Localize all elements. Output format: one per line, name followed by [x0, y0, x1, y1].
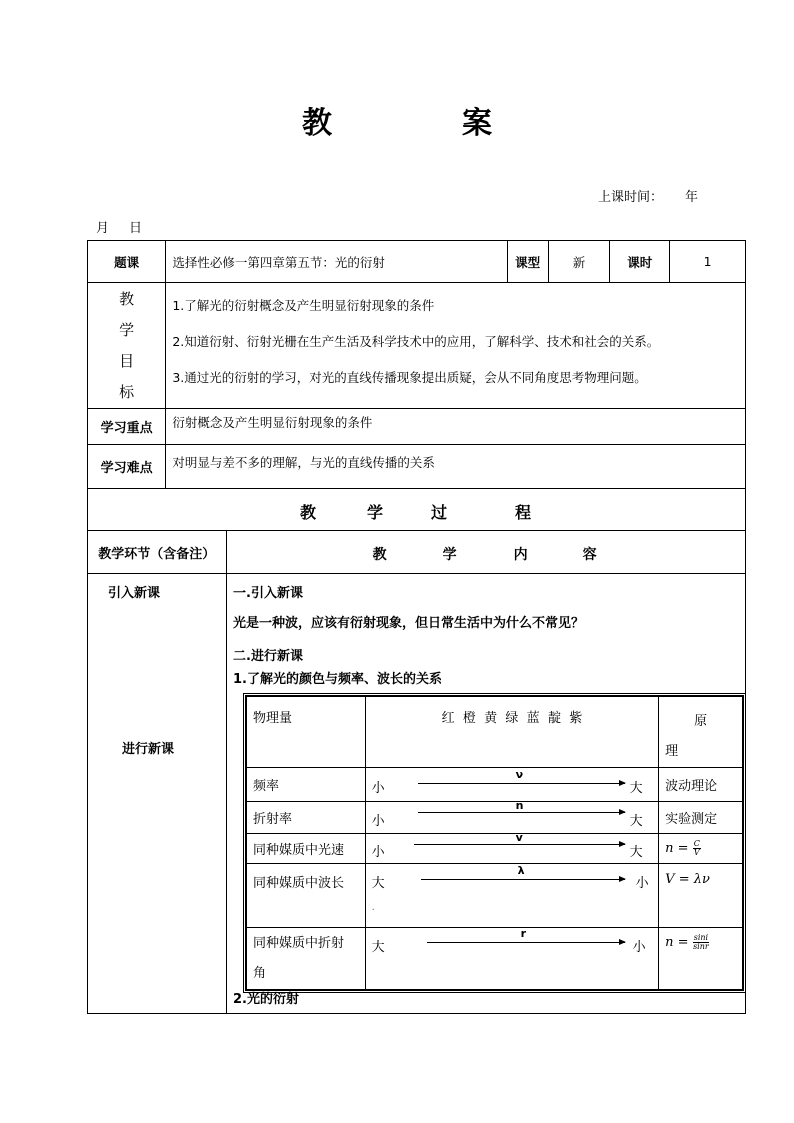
type-value: 新: [548, 241, 610, 283]
arrow-icon: [421, 879, 625, 880]
difficulties-value: 对明显与差不多的理解，与光的直线传播的关系: [166, 445, 746, 489]
trend-start: 小: [371, 814, 385, 829]
formula-numerator: C: [693, 839, 700, 848]
formula-fraction: [693, 840, 701, 857]
color-table-row: [247, 768, 743, 802]
trend-symbol: ν: [515, 768, 524, 781]
trend-symbol: r: [520, 927, 527, 940]
goals-content: [166, 283, 746, 409]
key-points-value: 衍射概念及产生明显衍射现象的条件: [166, 409, 746, 445]
content-header-char: 容: [582, 547, 597, 563]
hours-label: 课时: [610, 241, 670, 283]
color-table-row: [247, 834, 743, 864]
trend-start: 大: [371, 876, 385, 891]
goal-item: 2.知道衍射、衍射光栅在生产生活及科学技术中的应用，了解科学、技术和社会的关系。: [172, 334, 660, 349]
year-label: 年: [685, 190, 699, 205]
process-heading: [88, 489, 746, 531]
color-table-row: [247, 864, 743, 928]
color-table-row: [247, 928, 743, 990]
content-header-char: 内: [513, 547, 528, 563]
formula-fraction: [693, 934, 709, 951]
section-2-heading: 二.进行新课: [233, 649, 303, 664]
trend-start: 小: [371, 845, 385, 860]
goal-item: 3.通过光的衍射的学习，对光的直线传播现象提出质疑，会从不同角度思考物理问题。: [172, 370, 647, 385]
trend-end: 小: [632, 940, 646, 955]
key-points-row: [88, 409, 746, 445]
row-principle-formula: [659, 834, 743, 864]
trend-end: 小: [635, 876, 649, 891]
hours-value: 1: [670, 241, 746, 283]
row-principle: 波动理论: [659, 768, 743, 802]
stage-column: [88, 574, 227, 1014]
color-table-header-row: [247, 697, 743, 768]
row-trend: [365, 928, 659, 990]
stage-intro: 引入新课: [108, 586, 161, 601]
row-trend: [365, 831, 659, 864]
formula-lhs: n =: [665, 841, 689, 856]
key-points-label: 学习重点: [88, 409, 166, 445]
row-name: 折射率: [247, 802, 366, 834]
trend-symbol: n: [515, 799, 524, 812]
row-name: 同种媒质中光速: [247, 834, 366, 864]
difficulties-label: 学习难点: [88, 445, 166, 489]
formula-denominator: sinr: [693, 942, 709, 951]
color-table-row: [247, 802, 743, 834]
goals-label-char: 目: [119, 351, 135, 370]
row-principle: 实验测定: [659, 802, 743, 834]
process-heading-row: [88, 489, 746, 531]
arrow-icon: [418, 812, 625, 813]
trend-start: 小: [371, 781, 385, 796]
quantity-header: 物理量: [247, 697, 366, 768]
trend-end: 大: [629, 814, 643, 829]
goals-label-char: 学: [119, 320, 135, 339]
row-principle-formula: [659, 928, 743, 990]
stray-dot: .: [371, 902, 375, 913]
trend-symbol: v: [515, 831, 523, 844]
colors-header: 红 橙 黄 绿 蓝 靛 紫: [365, 697, 659, 768]
row-name: [247, 928, 366, 990]
row-trend: [365, 799, 659, 834]
stage-new: 进行新课: [122, 742, 175, 757]
section-1-heading: 一.引入新课: [233, 586, 303, 601]
header-row: [88, 241, 746, 283]
goal-item: 1.了解光的衍射概念及产生明显衍射现象的条件: [172, 298, 435, 313]
sub-heading-2: 2.光的衍射: [233, 992, 299, 1007]
arrow-icon: [414, 844, 625, 845]
arrow-icon: [427, 942, 625, 943]
stage-header-row: [88, 531, 746, 574]
trend-end: 大: [629, 845, 643, 860]
light-color-table: [243, 693, 746, 993]
trend-start: 大: [371, 940, 385, 955]
stage-header-label: 教学环节（含备注）: [88, 531, 227, 574]
month-label: 月: [96, 221, 110, 236]
row-trend: [365, 768, 659, 802]
principle-header: [659, 697, 743, 768]
process-heading-char: 学: [367, 503, 384, 522]
content-header-char: 教: [372, 547, 387, 563]
row-trend: [365, 864, 659, 928]
goals-label-char: 教: [119, 289, 135, 308]
row-name-line-1: 同种媒质中折射: [253, 935, 345, 951]
sub-heading-1: 1.了解光的颜色与频率、波长的关系: [233, 672, 442, 687]
trend-end: 大: [629, 781, 643, 796]
difficulties-row: [88, 445, 746, 489]
content-header-char: 学: [442, 547, 457, 563]
class-time-label: 上课时间：: [598, 190, 664, 205]
title-char-2: 案: [462, 106, 492, 141]
arrow-icon: [418, 783, 625, 784]
process-heading-char: 过: [431, 503, 448, 522]
type-label: 课型: [507, 241, 548, 283]
formula-denominator: V: [693, 848, 700, 857]
process-heading-char: 程: [515, 503, 532, 522]
title-char-1: 教: [302, 106, 332, 141]
goals-row: [88, 283, 746, 409]
row-name: 同种媒质中波长: [247, 864, 366, 928]
row-name-line-2: 角: [253, 965, 267, 981]
goals-label-char: 标: [119, 382, 135, 401]
formula-numerator: sini: [693, 933, 709, 942]
trend-symbol: λ: [517, 864, 525, 877]
row-name: 频率: [247, 768, 366, 802]
intro-question: 光是一种波，应该有衍射现象，但日常生活中为什么不常见？: [233, 616, 585, 631]
formula-lhs: n =: [665, 935, 689, 950]
topic-label: 题课: [88, 241, 166, 283]
principle-header-1: 原: [694, 714, 708, 729]
goals-label: [88, 283, 166, 409]
day-label: 日: [129, 221, 143, 236]
row-principle-formula: V = λν: [659, 864, 743, 928]
topic-value: 选择性必修一第四章第五节：光的衍射: [166, 241, 507, 283]
stage-header-content: [226, 531, 745, 574]
process-heading-char: 教: [300, 503, 317, 522]
principle-header-2: 理: [665, 744, 679, 759]
